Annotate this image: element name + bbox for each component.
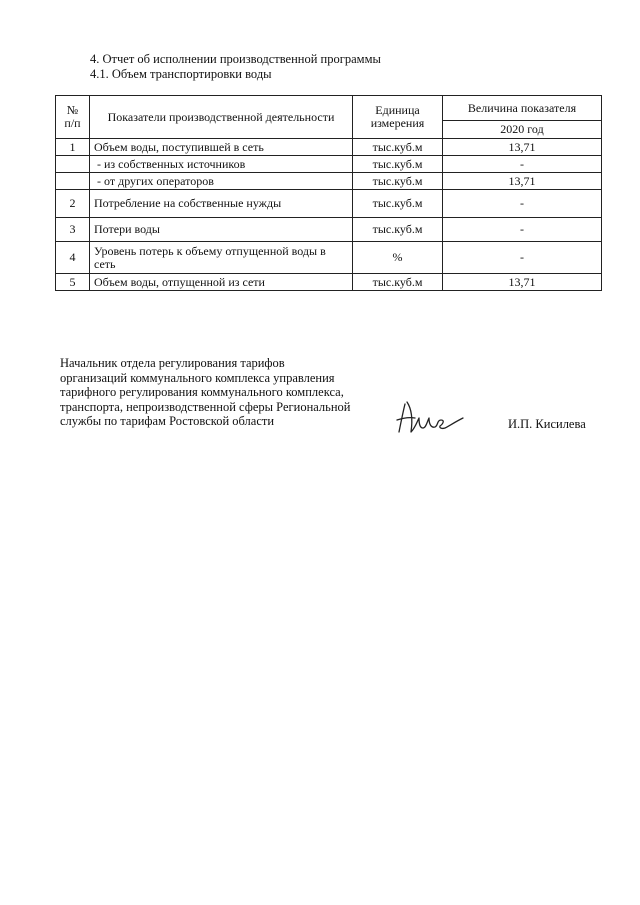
row-name: - от других операторов: [90, 173, 353, 190]
signer-name: И.П. Кисилева: [508, 417, 586, 431]
row-unit: тыс.куб.м: [353, 173, 443, 190]
row-value: 13,71: [443, 274, 602, 291]
row-value: -: [443, 218, 602, 242]
position-line: транспорта, непроизводственной сферы Региональной: [60, 399, 351, 414]
row-unit: тыс.куб.м: [353, 218, 443, 242]
header-indicator: Показатели производственной деятельности: [90, 96, 353, 139]
row-value: 13,71: [443, 173, 602, 190]
row-value: 13,71: [443, 139, 602, 156]
row-name: Потребление на собственные нужды: [90, 190, 353, 218]
position-line: службы по тарифам Ростовской области: [60, 414, 275, 429]
row-name-line1: Уровень потерь к объему отпущенной воды в: [94, 243, 326, 258]
signatory-position: [60, 356, 380, 429]
table-row: [56, 218, 602, 242]
row-unit: %: [353, 242, 443, 274]
handwritten-signature: [393, 398, 471, 438]
water-transport-table: [55, 95, 602, 291]
row-num: 4: [56, 242, 90, 274]
row-unit: тыс.куб.м: [353, 274, 443, 291]
row-unit: тыс.куб.м: [353, 190, 443, 218]
row-unit: тыс.куб.м: [353, 156, 443, 173]
header-value: Величина показателя: [443, 96, 602, 121]
header-year: 2020 год: [443, 121, 602, 139]
section-heading: 4. Отчет об исполнении производственной программы: [90, 52, 381, 66]
row-value: -: [443, 242, 602, 274]
row-name: - из собственных источников: [90, 156, 353, 173]
row-unit: тыс.куб.м: [353, 139, 443, 156]
row-name: [90, 242, 353, 274]
header-unit-line1: Единица: [375, 103, 420, 117]
row-value: -: [443, 156, 602, 173]
table-row: [56, 139, 602, 156]
position-line: Начальник отдела регулирования тарифов: [60, 356, 285, 370]
subsection-heading: 4.1. Объем транспортировки воды: [90, 67, 272, 81]
row-value: -: [443, 190, 602, 218]
header-num-line2: п/п: [64, 116, 81, 130]
header-num: [56, 96, 90, 139]
table-row: [56, 156, 602, 173]
row-num: 3: [56, 218, 90, 242]
row-num: [56, 173, 90, 190]
row-name: Объем воды, поступившей в сеть: [90, 139, 353, 156]
header-num-line1: №: [66, 103, 79, 117]
table-row: [56, 190, 602, 218]
row-num: 2: [56, 190, 90, 218]
row-name: Объем воды, отпущенной из сети: [90, 274, 353, 291]
position-line: тарифного регулирования коммунального комплекса,: [60, 385, 344, 400]
row-num: 5: [56, 274, 90, 291]
header-unit: [353, 96, 443, 139]
row-num: 1: [56, 139, 90, 156]
header-unit-line2: измерения: [370, 116, 425, 130]
table-row: [56, 173, 602, 190]
row-name-line2: сеть: [94, 256, 116, 271]
position-line: организаций коммунального комплекса управления: [60, 370, 335, 385]
table-row: [56, 274, 602, 291]
row-name: Потери воды: [90, 218, 353, 242]
table-row: [56, 242, 602, 274]
row-num: [56, 156, 90, 173]
